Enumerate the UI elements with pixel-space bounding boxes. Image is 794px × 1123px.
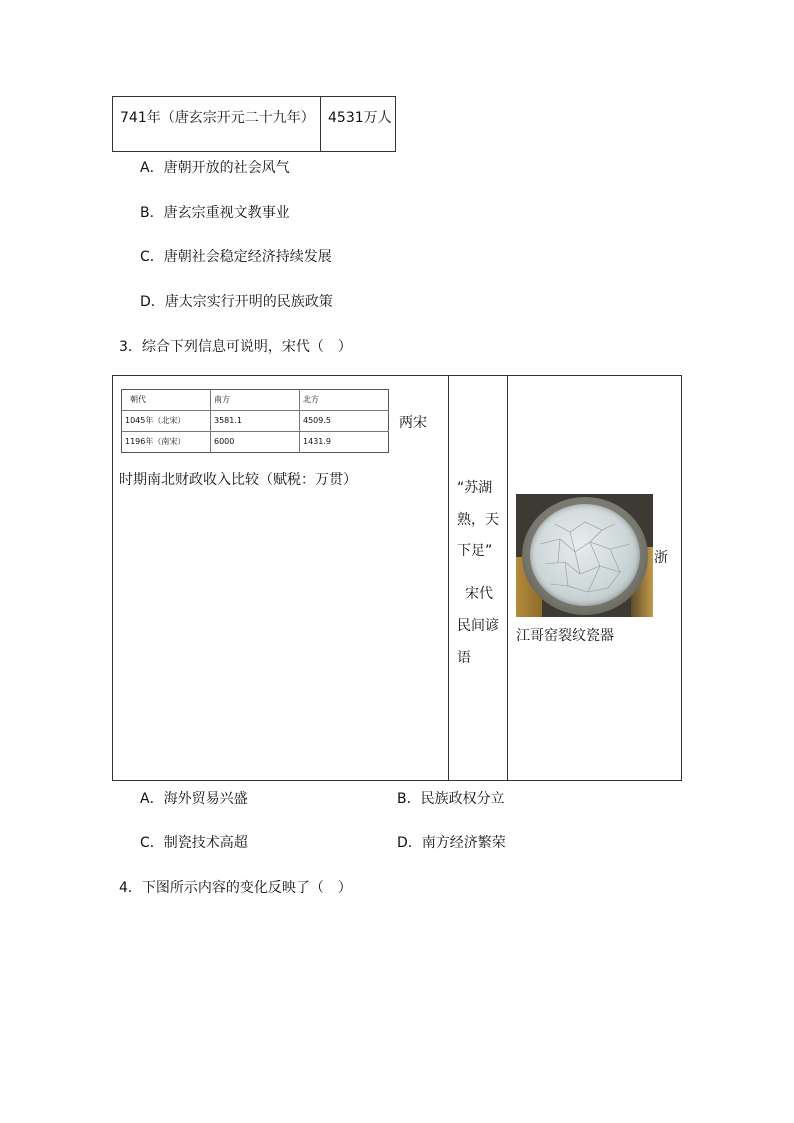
caption-revenue-comparison: 时期南北财政收入比较（赋税：万贯） <box>119 472 357 488</box>
q3-col-divider-2 <box>507 375 508 781</box>
mini-table-rule <box>299 389 300 453</box>
mini-cell: 3581.1 <box>214 416 242 425</box>
mini-table-rule <box>121 431 389 432</box>
mini-cell: 1431.9 <box>303 437 331 446</box>
q3-stem: 3．综合下列信息可说明，宋代（ ） <box>119 339 352 355</box>
proverb-source-line: 宋代 <box>465 586 493 602</box>
mini-cell: 6000 <box>214 437 235 446</box>
mini-header-south: 南方 <box>214 395 230 404</box>
crackle-pattern <box>530 504 640 606</box>
q3-option-a: A．海外贸易兴盛 <box>140 791 248 807</box>
q3-option-c: C．制瓷技术高超 <box>140 835 248 851</box>
table-cell-population: 4531万人 <box>328 110 392 126</box>
mini-cell: 4509.5 <box>303 416 331 425</box>
image-caption: 江哥窑裂纹瓷器 <box>516 628 614 644</box>
q2-option-b: B．唐玄宗重视文教事业 <box>140 205 290 221</box>
mini-table-rule <box>121 410 389 411</box>
proverb-line: 下足” <box>457 543 493 559</box>
q3-option-b: B．民族政权分立 <box>397 791 505 807</box>
proverb-source-line: 语 <box>457 650 471 666</box>
table-divider <box>320 96 321 152</box>
caption-two-song: 两宋 <box>399 415 427 431</box>
q3-option-d: D．南方经济繁荣 <box>397 835 506 851</box>
mini-cell: 1045年（北宋） <box>125 416 186 425</box>
ge-kiln-porcelain-image <box>516 494 653 617</box>
proverb-line: 熟，天 <box>457 512 499 528</box>
q4-stem: 4．下图所示内容的变化反映了（ ） <box>119 880 352 896</box>
mini-cell: 1196年（南宋） <box>125 437 186 446</box>
q2-option-a: A．唐朝开放的社会风气 <box>140 160 290 176</box>
proverb-source-line: 民间谚 <box>457 618 499 634</box>
table-cell-year: 741年（唐玄宗开元二十九年） <box>120 110 315 126</box>
mini-header-dynasty: 朝代 <box>130 395 146 404</box>
q2-option-c: C．唐朝社会稳定经济持续发展 <box>140 249 332 265</box>
mini-header-north: 北方 <box>303 395 319 404</box>
mini-table-rule <box>210 389 211 453</box>
proverb-line: “苏湖 <box>457 480 493 496</box>
q3-col-divider-1 <box>448 375 449 781</box>
q2-option-d: D．唐太宗实行开明的民族政策 <box>140 294 333 310</box>
image-caption-start: 浙 <box>654 550 668 566</box>
